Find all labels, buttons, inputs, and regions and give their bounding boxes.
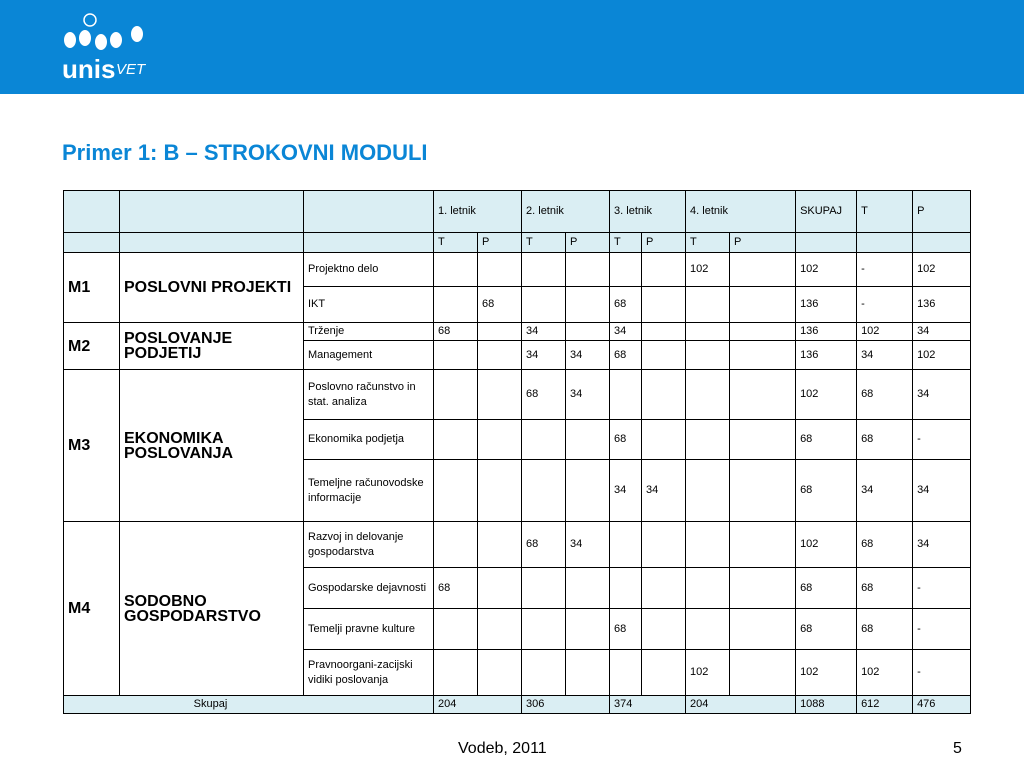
hours-cell (686, 568, 730, 609)
theory-total-cell: 102 (857, 650, 913, 696)
practice-total-cell: 102 (913, 253, 971, 287)
hours-cell (730, 522, 796, 568)
hours-cell: 68 (434, 323, 478, 341)
practice-total-cell: - (913, 609, 971, 650)
header-cell: P (913, 191, 971, 233)
hours-cell (566, 568, 610, 609)
hours-cell (478, 522, 522, 568)
hours-cell (434, 287, 478, 323)
practice-total-cell: 34 (913, 323, 971, 341)
subject-name: Management (304, 341, 434, 370)
hours-cell (730, 341, 796, 370)
module-code: M1 (64, 253, 120, 323)
hours-cell (478, 460, 522, 522)
subheader-cell: T (610, 233, 642, 253)
sum-total-cell: 1088 (796, 696, 857, 714)
hours-cell (566, 650, 610, 696)
hours-cell (522, 609, 566, 650)
total-cell: 68 (796, 460, 857, 522)
hours-cell (642, 420, 686, 460)
modules-table (63, 190, 971, 714)
header-blank-cell (64, 233, 120, 253)
total-cell: 102 (796, 370, 857, 420)
hours-cell (730, 323, 796, 341)
hours-cell (686, 460, 730, 522)
total-cell: 102 (796, 522, 857, 568)
header-row-tp (64, 233, 971, 253)
total-cell: 68 (796, 568, 857, 609)
hours-cell: 68 (522, 370, 566, 420)
hours-cell (434, 420, 478, 460)
header-blank-cell (120, 233, 304, 253)
hours-cell (730, 460, 796, 522)
hours-cell (610, 568, 642, 609)
header-bar (0, 0, 1024, 94)
hours-cell (642, 323, 686, 341)
unisvet-logo (58, 8, 168, 88)
module-name: POSLOVANJE PODJETIJ (120, 323, 304, 370)
practice-total-cell: - (913, 650, 971, 696)
hours-cell (434, 341, 478, 370)
subject-name: Gospodarske dejavnosti (304, 568, 434, 609)
page-number: 5 (953, 740, 962, 757)
hours-cell (730, 650, 796, 696)
hours-cell (478, 323, 522, 341)
header-cell: 4. letnik (686, 191, 796, 233)
module-name: POSLOVNI PROJEKTI (120, 253, 304, 323)
hours-cell: 34 (610, 460, 642, 522)
hours-cell (566, 609, 610, 650)
header-blank-cell (857, 233, 913, 253)
sum-theory-cell: 612 (857, 696, 913, 714)
theory-total-cell: - (857, 287, 913, 323)
hours-cell: 102 (686, 253, 730, 287)
total-cell: 136 (796, 287, 857, 323)
table-row (64, 253, 971, 287)
hours-cell: 68 (478, 287, 522, 323)
hours-cell (478, 650, 522, 696)
hours-cell (434, 370, 478, 420)
theory-total-cell: 68 (857, 522, 913, 568)
hours-cell (434, 650, 478, 696)
hours-cell: 34 (566, 341, 610, 370)
hours-cell (686, 522, 730, 568)
subheader-cell: P (730, 233, 796, 253)
sum-label: Skupaj (64, 696, 434, 714)
hours-cell: 34 (610, 323, 642, 341)
header-blank-cell (304, 233, 434, 253)
hours-cell (686, 370, 730, 420)
hours-cell (610, 253, 642, 287)
hours-cell (434, 609, 478, 650)
subject-name: IKT (304, 287, 434, 323)
sum-practice-cell: 476 (913, 696, 971, 714)
theory-total-cell: 34 (857, 460, 913, 522)
hours-cell: 34 (642, 460, 686, 522)
hours-cell (686, 420, 730, 460)
subheader-cell: P (642, 233, 686, 253)
practice-total-cell: 136 (913, 287, 971, 323)
hours-cell (642, 370, 686, 420)
hours-cell (730, 609, 796, 650)
sum-year-cell: 374 (610, 696, 686, 714)
hours-cell (566, 253, 610, 287)
theory-total-cell: 68 (857, 370, 913, 420)
subject-name: Projektno delo (304, 253, 434, 287)
practice-total-cell: 34 (913, 370, 971, 420)
hours-cell (522, 253, 566, 287)
hours-cell: 68 (434, 568, 478, 609)
header-cell: SKUPAJ (796, 191, 857, 233)
practice-total-cell: 34 (913, 460, 971, 522)
module-name: EKONOMIKA POSLOVANJA (120, 370, 304, 522)
logo-text-main: unis (62, 54, 116, 84)
hours-cell (730, 287, 796, 323)
theory-total-cell: 102 (857, 323, 913, 341)
sum-year-cell: 306 (522, 696, 610, 714)
table-row (64, 370, 971, 420)
hours-cell: 102 (686, 650, 730, 696)
header-blank-cell (64, 191, 120, 233)
total-cell: 102 (796, 650, 857, 696)
hours-cell: 34 (522, 341, 566, 370)
hours-cell (478, 609, 522, 650)
hours-cell (478, 420, 522, 460)
hours-cell (434, 522, 478, 568)
hours-cell (686, 341, 730, 370)
hours-cell: 34 (522, 323, 566, 341)
header-cell: 3. letnik (610, 191, 686, 233)
hours-cell (642, 568, 686, 609)
hours-cell (642, 522, 686, 568)
module-code: M4 (64, 522, 120, 696)
hours-cell (642, 609, 686, 650)
hours-cell (730, 370, 796, 420)
total-cell: 68 (796, 609, 857, 650)
hours-cell (434, 460, 478, 522)
logo-text-sub: VET (116, 61, 146, 78)
module-name: SODOBNO GOSPODARSTVO (120, 522, 304, 696)
hours-cell (522, 460, 566, 522)
hours-cell (610, 370, 642, 420)
subject-name: Poslovno računstvo in stat. analiza (304, 370, 434, 420)
header-cell: T (857, 191, 913, 233)
hours-cell (642, 253, 686, 287)
hours-cell (686, 609, 730, 650)
hours-cell (478, 568, 522, 609)
hours-cell (686, 323, 730, 341)
theory-total-cell: 34 (857, 341, 913, 370)
total-cell: 136 (796, 341, 857, 370)
hours-cell (730, 420, 796, 460)
sum-year-cell: 204 (686, 696, 796, 714)
hours-cell (522, 420, 566, 460)
subheader-cell: T (686, 233, 730, 253)
header-blank-cell (304, 191, 434, 233)
header-blank-cell (120, 191, 304, 233)
subheader-cell: P (566, 233, 610, 253)
hours-cell: 68 (522, 522, 566, 568)
header-row-years (64, 191, 971, 233)
header-cell: 2. letnik (522, 191, 610, 233)
subject-name: Trženje (304, 323, 434, 341)
subject-name: Temelji pravne kulture (304, 609, 434, 650)
subject-name: Temeljne računovodske informacije (304, 460, 434, 522)
hours-cell: 68 (610, 420, 642, 460)
header-blank-cell (796, 233, 857, 253)
practice-total-cell: - (913, 568, 971, 609)
hours-cell (730, 253, 796, 287)
hours-cell (478, 341, 522, 370)
header-cell: 1. letnik (434, 191, 522, 233)
hours-cell (686, 287, 730, 323)
subject-name: Razvoj in delovanje gospodarstva (304, 522, 434, 568)
practice-total-cell: 34 (913, 522, 971, 568)
module-code: M2 (64, 323, 120, 370)
practice-total-cell: 102 (913, 341, 971, 370)
hours-cell (730, 568, 796, 609)
footer-date: Vodeb, 2011 (458, 740, 547, 757)
hours-cell (522, 650, 566, 696)
theory-total-cell: - (857, 253, 913, 287)
hours-cell (642, 650, 686, 696)
module-code: M3 (64, 370, 120, 522)
hours-cell (566, 460, 610, 522)
hours-cell (566, 420, 610, 460)
total-cell: 102 (796, 253, 857, 287)
page-title: Primer 1: B – STROKOVNI MODULI (62, 140, 428, 165)
hours-cell (642, 341, 686, 370)
hours-cell (610, 650, 642, 696)
sum-row (64, 696, 971, 714)
hours-cell (478, 253, 522, 287)
practice-total-cell: - (913, 420, 971, 460)
hours-cell: 68 (610, 609, 642, 650)
subheader-cell: P (478, 233, 522, 253)
table-row (64, 522, 971, 568)
hours-cell (566, 323, 610, 341)
subheader-cell: T (434, 233, 478, 253)
hours-cell (434, 253, 478, 287)
sum-year-cell: 204 (434, 696, 522, 714)
hours-cell (610, 522, 642, 568)
hours-cell: 68 (610, 287, 642, 323)
table-row (64, 323, 971, 341)
total-cell: 68 (796, 420, 857, 460)
header-blank-cell (913, 233, 971, 253)
hours-cell: 34 (566, 522, 610, 568)
theory-total-cell: 68 (857, 420, 913, 460)
hours-cell (522, 568, 566, 609)
hours-cell (566, 287, 610, 323)
theory-total-cell: 68 (857, 609, 913, 650)
subheader-cell: T (522, 233, 566, 253)
hours-cell (642, 287, 686, 323)
hours-cell (522, 287, 566, 323)
total-cell: 136 (796, 323, 857, 341)
hours-cell: 34 (566, 370, 610, 420)
subject-name: Pravnoorgani-zacijski vidiki poslovanja (304, 650, 434, 696)
subject-name: Ekonomika podjetja (304, 420, 434, 460)
hours-cell (478, 370, 522, 420)
theory-total-cell: 68 (857, 568, 913, 609)
hours-cell: 68 (610, 341, 642, 370)
